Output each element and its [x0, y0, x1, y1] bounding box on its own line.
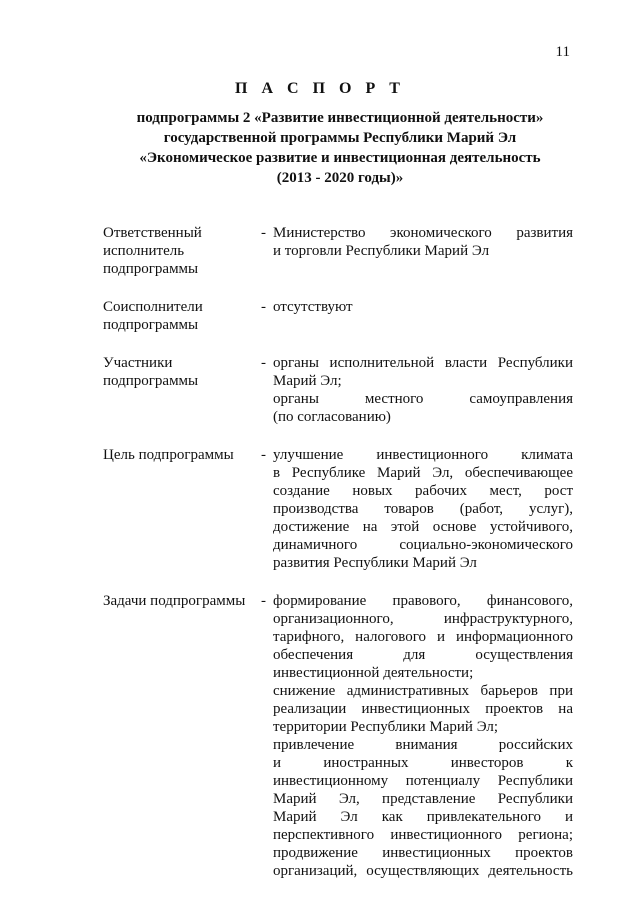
label-line: подпрограммы — [103, 373, 199, 389]
label-line: подпрограммы — [103, 261, 199, 277]
value-line: достижение на этой основе устойчивого, — [273, 519, 573, 535]
subtitle-line: «Экономическое развитие и инвестиционная деятельность — [139, 150, 541, 166]
passport-row-value — [273, 224, 573, 278]
value-line: продвижение инвестиционных проектов — [273, 845, 573, 861]
label-line: Цель подпрограммы — [103, 447, 234, 463]
label-line: Соисполнители — [103, 299, 203, 315]
value-line: органы исполнительной власти Республики — [273, 355, 573, 371]
passport-row-dash: - — [261, 299, 266, 315]
passport-row-label — [103, 446, 261, 572]
value-line: улучшение инвестиционного климата — [273, 447, 573, 463]
passport-table — [103, 224, 573, 900]
passport-row-dash: - — [261, 355, 266, 371]
value-line: отсутствуют — [273, 299, 353, 315]
value-line: реализации инвестиционных проектов на — [273, 701, 573, 717]
passport-row-dash: - — [261, 593, 266, 609]
value-line: организационного, инфраструктурного, — [273, 611, 573, 627]
value-line: перспективного инвестиционного региона; — [273, 827, 573, 843]
label-line: Ответственный — [103, 225, 202, 241]
passport-row — [103, 592, 573, 880]
label-line: Задачи подпрограммы — [103, 593, 246, 609]
value-line: Марий Эл; — [273, 373, 342, 389]
passport-row — [103, 354, 573, 426]
passport-row-dash: - — [261, 447, 266, 463]
passport-row-value — [273, 592, 573, 880]
label-line: подпрограммы — [103, 317, 199, 333]
value-line: создание новых рабочих мест, рост — [273, 483, 573, 499]
value-line: (по согласованию) — [273, 409, 391, 425]
subtitle-line: подпрограммы 2 «Развитие инвестиционной деятельности» — [136, 110, 544, 126]
value-line: развития Республики Марий Эл — [273, 555, 477, 571]
value-line: инвестиционному потенциалу Республики — [273, 773, 573, 789]
value-line: и иностранных инвесторов к — [273, 755, 573, 771]
value-line: производства товаров (работ, услуг), — [273, 501, 573, 517]
passport-row-label — [103, 298, 261, 334]
document-title: П А С П О Р Т — [235, 80, 405, 97]
passport-row-label — [103, 354, 261, 426]
passport-row-label — [103, 224, 261, 278]
document-subtitle — [60, 108, 620, 188]
value-line: организаций, осуществляющих деятельность — [273, 863, 573, 879]
passport-row — [103, 446, 573, 572]
value-line: и торговли Республики Марий Эл — [273, 243, 490, 259]
page-number: 11 — [555, 44, 570, 60]
passport-row-label — [103, 592, 261, 880]
value-line: Марий Эл, представление Республики — [273, 791, 573, 807]
passport-row-dash: - — [261, 225, 266, 241]
value-line: формирование правового, финансового, — [273, 593, 573, 609]
label-line: Участники — [103, 355, 173, 371]
value-line: инвестиционной деятельности; — [273, 665, 474, 681]
passport-row-value — [273, 298, 573, 334]
value-line: Министерство экономического развития — [273, 225, 573, 241]
value-line: тарифного, налогового и информационного — [273, 629, 573, 645]
passport-row — [103, 298, 573, 334]
value-line: снижение административных барьеров при — [273, 683, 573, 699]
passport-row — [103, 224, 573, 278]
label-line: исполнитель — [103, 243, 185, 259]
passport-row-value — [273, 354, 573, 426]
passport-row-value — [273, 446, 573, 572]
value-line: органы местного самоуправления — [273, 391, 573, 407]
value-line: территории Республики Марий Эл; — [273, 719, 499, 735]
value-line: Марий Эл как привлекательного и — [273, 809, 573, 825]
value-line: обеспечения для осуществления — [273, 647, 573, 663]
subtitle-line: государственной программы Республики Марий Эл — [163, 130, 517, 146]
value-line: динамичного социально-экономического — [273, 537, 573, 553]
value-line: привлечение внимания российских — [273, 737, 573, 753]
subtitle-line: (2013 - 2020 годы)» — [276, 170, 404, 186]
value-line: в Республике Марий Эл, обеспечивающее — [273, 465, 573, 481]
